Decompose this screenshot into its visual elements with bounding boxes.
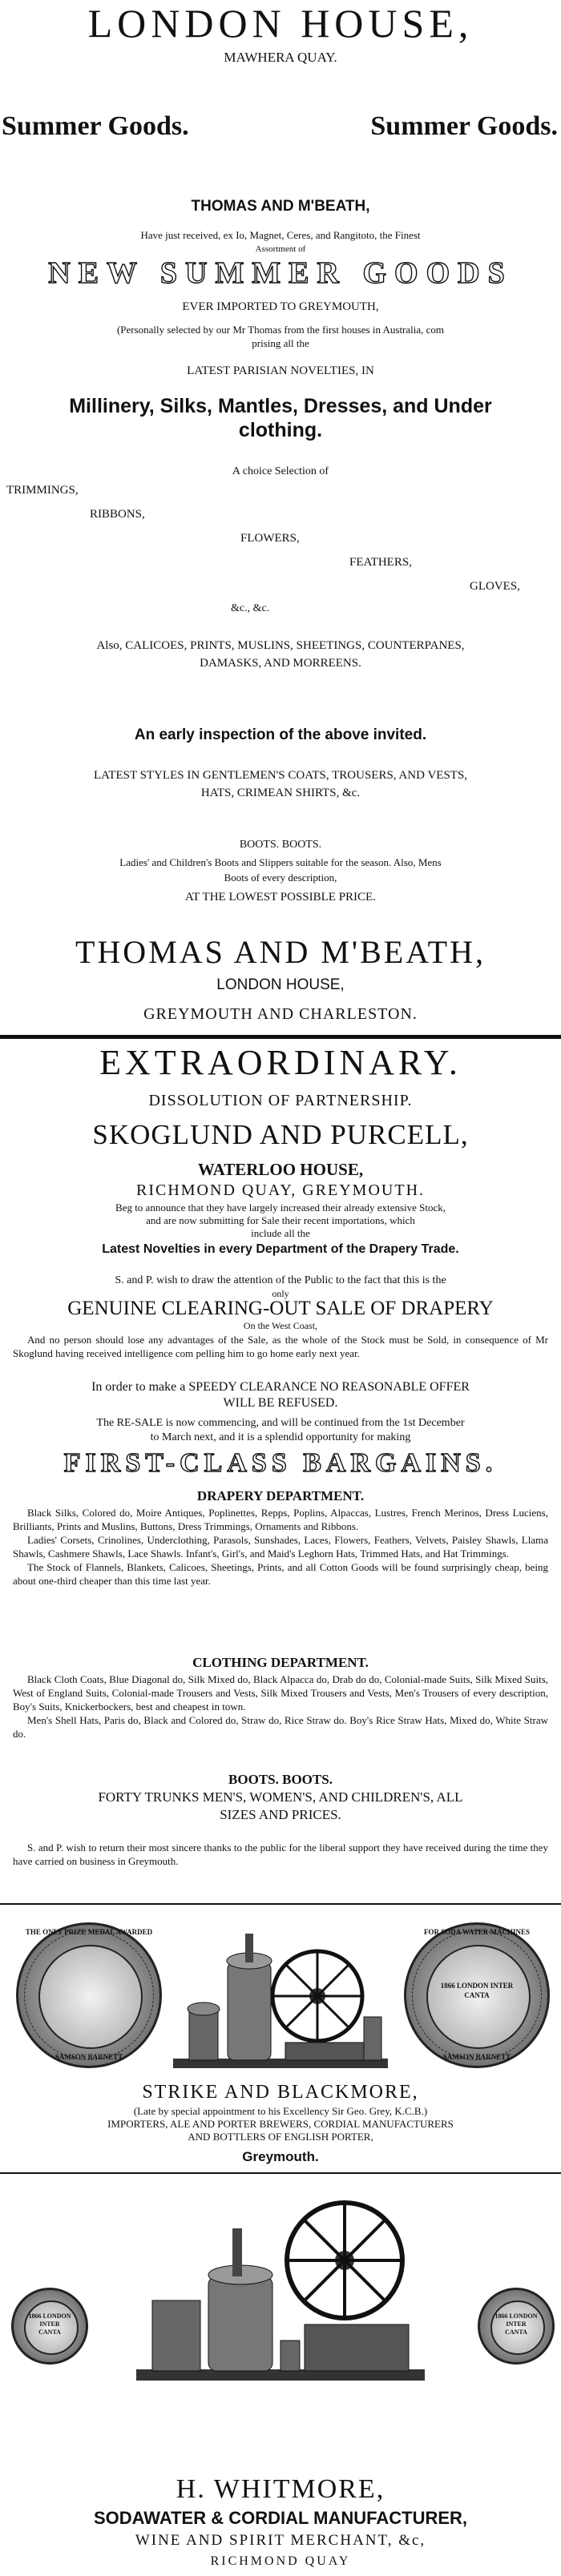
calicoes-line-1: Also, CALICOES, PRINTS, MUSLINS, SHEETINGS, COUNTERPANES, — [96, 639, 465, 652]
medal-maker-left: SAMSON BARNETT — [54, 2053, 123, 2061]
prize-medal-right-image — [404, 1922, 550, 2068]
ribbons-item: RIBBONS, — [90, 508, 145, 521]
drapery-department-text: Black Silks, Colored do, Moire Antiques, Poplinettes, Repps, Poplins, Alpaccas, Lustres, French Merinos, Dress Luciens, Brilliants, Prints and Muslins, Buttons, Dress Trimmings, Ornaments and Ribbons. Ladies' Corsets, Crinolines, Underclothing, Parasols, Sunshades, Laces, Flowers, Feathers, Velvets, Paisley Shawls, Llama Shawls, Cashmere Shawls, Lace Shawls. Infant's, Girl's, and Maid's Leghorn Hats, Trimmed Hats, and Hat Trimmings. The Stock of Flannels, Blankets, Calicoes, Sheetings, Prints, and all Cotton Goods will be found surprisingly cheap, being about one-third cheaper than this time last year. — [13, 1507, 548, 1587]
etc-item: &c., &c. — [231, 602, 270, 614]
strike-firm-name: STRIKE AND BLACKMORE, — [142, 2082, 419, 2103]
selected-line-2: prising all the — [252, 337, 309, 349]
prize-medal-left-image — [16, 1922, 162, 2068]
selected-line-1: (Personally selected by our Mr Thomas from the first houses in Australia, com — [116, 324, 445, 336]
whitmore-medal-right-image — [478, 2288, 555, 2365]
only-line: only — [272, 1288, 289, 1299]
boots-description-1: Ladies' and Children's Boots and Slippers suitable for the season. Also, Mens — [119, 856, 442, 868]
boots-description-2: Boots of every description, — [224, 871, 337, 883]
skoglund-boots-heading: BOOTS. BOOTS. — [228, 1772, 333, 1787]
london-signature-firm: THOMAS AND M'BEATH, — [75, 934, 486, 970]
richmond-quay-line: RICHMOND QUAY, GREYMOUTH. — [135, 1181, 426, 1199]
extraordinary-heading: EXTRAORDINARY. — [99, 1043, 462, 1082]
flowers-item: FLOWERS, — [240, 532, 300, 545]
summer-goods-left: Summer Goods. — [2, 111, 189, 141]
london-location: MAWHERA QUAY. — [224, 50, 337, 65]
attention-line: S. and P. wish to draw the attention of the Public to the fact that this is the — [115, 1274, 446, 1286]
received-line-2: Assortment of — [255, 244, 306, 254]
skoglund-firm-name: SKOGLUND AND PURCELL, — [92, 1119, 469, 1150]
waterloo-house-line: WATERLOO HOUSE, — [197, 1160, 364, 1179]
section-divider — [0, 2172, 561, 2174]
parisian-novelties-line: LATEST PARISIAN NOVELTIES, IN — [187, 364, 374, 377]
london-signature-towns: GREYMOUTH AND CHARLESTON. — [143, 1005, 418, 1023]
section-divider — [0, 1903, 561, 1905]
west-coast-line: On the West Coast, — [243, 1320, 318, 1331]
resale-line-2: to March next, and it is a splendid opportunity for making — [150, 1431, 411, 1443]
styles-line-1: LATEST STYLES IN GENTLEMEN'S COATS, TROUSERS, AND VESTS, — [93, 769, 468, 782]
resale-line-1: The RE-SALE is now commencing, and will be continued from the 1st December — [96, 1417, 465, 1429]
latest-novelties-line: Latest Novelties in every Department of the Drapery Trade. — [102, 1242, 459, 1256]
choice-selection-line: A choice Selection of — [232, 465, 329, 477]
medal-caption-right: FOR SODA WATER MACHINES — [424, 1928, 530, 1936]
london-house-title: LONDON HOUSE, — [87, 1, 474, 46]
early-inspection-line: An early inspection of the above invited. — [134, 727, 427, 743]
strike-trade-line-1: IMPORTERS, ALE AND PORTER BREWERS, CORDIAL MANUFACTURERS — [107, 2118, 454, 2130]
beg-line-3: include all the — [251, 1227, 310, 1239]
summer-goods-right: Summer Goods. — [370, 111, 558, 141]
received-line-1: Have just received, ex Io, Magnet, Ceres, and Rangitoto, the Finest — [140, 229, 421, 241]
first-class-bargains-heading: FIRST-CLASS BARGAINS. — [63, 1448, 498, 1478]
whitmore-medal-right-text: 1866 LONDON INTER CANTA — [494, 2312, 538, 2336]
new-summer-goods-heading: NEW SUMMER GOODS — [48, 256, 513, 290]
medal-caption-left: THE ONLY PRIZE MEDAL AWARDED — [25, 1928, 153, 1936]
trimmings-item: TRIMMINGS, — [6, 484, 79, 497]
whitmore-merchant-line: WINE AND SPIRIT MERCHANT, &c, — [135, 2532, 426, 2549]
forty-trunks-line-1: FORTY TRUNKS MEN'S, WOMEN'S, AND CHILDREN'S, ALL — [98, 1789, 463, 1805]
whitmore-trade-line: SODAWATER & CORDIAL MANUFACTURER, — [93, 2508, 468, 2528]
whitmore-firm-name: H. WHITMORE, — [176, 2474, 385, 2504]
strike-appointment-line: (Late by special appointment to his Excellency Sir Geo. Grey, K.C.B.) — [133, 2105, 428, 2117]
millinery-line-2: clothing. — [238, 419, 323, 441]
strike-trade-line-2: AND BOTTLERS OF ENGLISH PORTER, — [188, 2131, 373, 2143]
genuine-clearing-out-line: GENUINE CLEARING-OUT SALE OF DRAPERY — [67, 1298, 494, 1319]
ever-imported-line: EVER IMPORTED TO GREYMOUTH, — [182, 300, 379, 313]
styles-line-2: HATS, CRIMEAN SHIRTS, &c. — [200, 787, 361, 799]
whitmore-medal-left-image — [11, 2288, 88, 2365]
whitmore-quay-line: RICHMOND QUAY — [210, 2554, 351, 2568]
strike-town: Greymouth. — [242, 2149, 319, 2164]
drapery-department-heading: DRAPERY DEPARTMENT. — [196, 1488, 365, 1503]
lowest-price-line: AT THE LOWEST POSSIBLE PRICE. — [185, 891, 376, 904]
dissolution-line: DISSOLUTION OF PARTNERSHIP. — [148, 1092, 413, 1109]
calicoes-line-2: DAMASKS, AND MORREENS. — [200, 657, 361, 670]
clothing-department-heading: CLOTHING DEPARTMENT. — [192, 1655, 369, 1670]
beg-line-1: Beg to announce that they have largely increased their already extensive Stock, — [115, 1201, 446, 1214]
medal-maker-right: SAMSON BARNETT — [442, 2053, 511, 2061]
medal-center-right: 1866 LONDON INTER CANTA — [440, 1982, 514, 1999]
gloves-item: GLOVES, — [470, 580, 520, 593]
whitmore-medal-left-text: 1866 LONDON INTER CANTA — [28, 2312, 71, 2336]
millinery-line-1: Millinery, Silks, Mantles, Dresses, and Under — [69, 395, 492, 417]
speedy-clearance-line-1: In order to make a SPEEDY CLEARANCE NO REASONABLE OFFER — [91, 1380, 470, 1394]
clothing-department-text: Black Cloth Coats, Blue Diagonal do, Silk Mixed do, Black Alpacca do, Drab do do, Colonial-made Suits, Silk Mixed Suits, West of England Suits, Colonial-made Trousers and Vests, Silk Mixed Trousers and Vests, Men's Trousers of every description, Boy's Suits, Knickerbockers, best and cheapest in town. Men's Shell Hats, Paris do, Black and Colored do, Straw do, Rice Straw do. Boy's Rice Straw Hats, Mixed do, White Straw do. — [13, 1673, 548, 1740]
soda-water-machine-image — [165, 1922, 396, 2075]
whitmore-machine-image — [120, 2188, 441, 2389]
advantage-paragraph: And no person should lose any advantages of the Sale, as the whole of the Stock must be Sold, in consequence of Mr Skoglund having received intelligence com pelling him to go home early next year. — [13, 1334, 548, 1359]
forty-trunks-line-2: SIZES AND PRICES. — [220, 1807, 341, 1822]
section-divider — [0, 1035, 561, 1039]
london-signature-house: LONDON HOUSE, — [216, 976, 345, 993]
thanks-paragraph: S. and P. wish to return their most sincere thanks to the public for the liberal support they have received during the time they have carried on business in Greymouth. — [13, 1841, 548, 1867]
boots-heading: BOOTS. BOOTS. — [239, 839, 322, 851]
feathers-item: FEATHERS, — [349, 556, 412, 569]
beg-line-2: and are now submitting for Sale their recent importations, which — [146, 1214, 415, 1226]
london-firm-name: THOMAS AND M'BEATH, — [191, 198, 370, 215]
speedy-clearance-line-2: WILL BE REFUSED. — [223, 1396, 338, 1410]
